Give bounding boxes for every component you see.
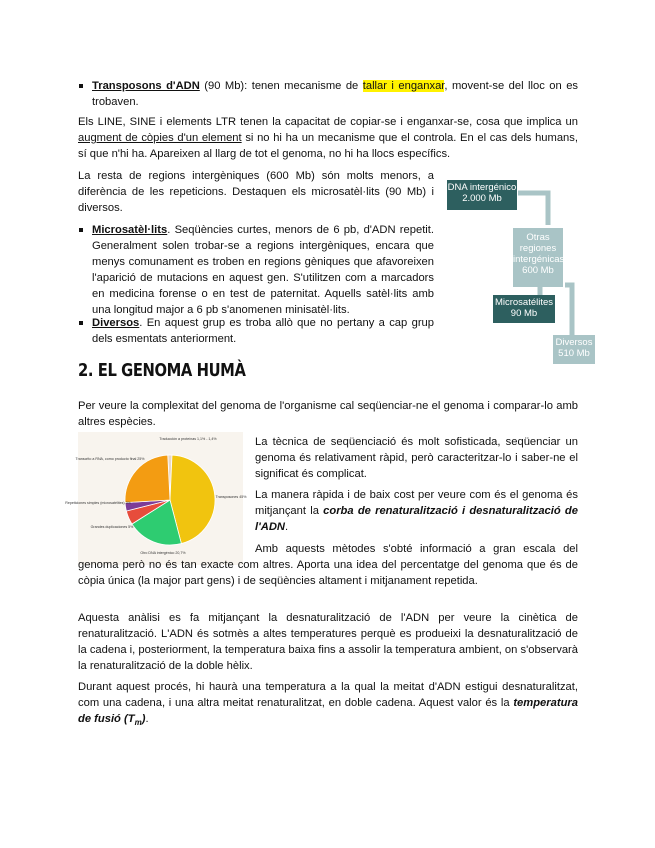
highlight-tallar: tallar i enganxar <box>362 80 445 92</box>
box-microsatellites: Microsatélites 90 Mb <box>493 295 555 323</box>
term-transposons: Transposons d'ADN <box>92 80 200 92</box>
section-heading: 2. EL GENOMA HUMÀ <box>78 360 246 381</box>
bullet-square-icon <box>79 84 83 88</box>
para-resta: La resta de regions intergèniques (600 Mb) són molts menors, a diferència de les repeticions. Destaquen els microsatèl·lits (90 Mb) i diversos. <box>78 170 434 214</box>
pie-label-0: Traducción a proteínas 1,1% - 1,4% <box>159 437 217 441</box>
tm-symbol: $T_m$ <box>127 713 142 728</box>
bullet-diversos: Diversos. En aquest grup es troba allò que no pertany a cap grup dels esmentats anteriorment. <box>92 315 434 347</box>
bullet-square-icon <box>79 321 83 325</box>
pie-label-1: Transcrito a RNA, como producto final 25% <box>75 457 145 461</box>
para-line-sine: Els LINE, SINE i elements LTR tenen la capacitat de copiar-se i enganxar-se, cosa que implica un augment de còpies d'un element si no hi ha un mecanisme que el controla. En el cas dels humans, sí que n'hi ha. Apareixen al llarg de tot el genoma, no hi ha llocs específics. <box>78 116 578 160</box>
bullet-square-icon <box>79 228 83 232</box>
emph-temperatura: temperatura de fusió ( <box>78 697 578 725</box>
term-diversos: Diversos <box>92 317 140 329</box>
term-microsatellits: Microsatèl·lits <box>92 224 168 236</box>
pie-label-2: Repeticiones simples (microsatélites) 3% <box>65 501 131 505</box>
para-durant: Durant aquest procés, hi haurà una temperatura a la qual la meitat d'ADN estigui desnaturalitzat, com una cadena, i una altra meitat renaturalitzat, en doble cadena. Aquest valor és la temperatura de fusió $(T_m)$. <box>78 681 578 728</box>
underline-augment: augment de còpies d'un element <box>78 132 242 144</box>
para-manera: La manera ràpida i de baix cost per veure com és el genoma és mitjançant la corba de renaturalització i desnaturalització de l'ADN. <box>255 489 578 533</box>
pie-label-3: Grandes duplicaciones 5% <box>90 525 134 529</box>
para-intro: Per veure la complexitat del genoma de l'organisme cal seqüenciar-ne el genoma i comparar-lo amb altres espècies. <box>78 400 578 428</box>
pie-label-5: Transposones 45% <box>215 495 247 499</box>
para-tecnica: La tècnica de seqüenciació és molt sofisticada, seqüenciar un genoma és relativament ràpid, però caracteritzar-lo i saber-ne el significat és complicat. <box>255 436 578 480</box>
para-amb: Amb aquests mètodes s'obté informació a gran escala del genoma però no és tan exacte com altres. Aporta una idea del percentatge del genoma que és de còpia única (la major part gens) i de seqüències altament i mitjanament repetida. <box>78 543 578 587</box>
box-dna-intergenic: DNA intergénico 2.000 Mb <box>447 180 517 210</box>
emph-corba: corba de renaturalització i desnaturalització de l'ADN <box>255 505 578 533</box>
para-analisi: Aquesta anàlisi es fa mitjançant la desnaturalització de l'ADN per veure la cinètica de renaturalització. L'ADN és sotmès a altes temperatures perquè es produeixi la desnaturalització de la cadena i, posteriorment, la temperatura baixa fins a assolir la temperatura ambient, on s'observarà la renaturalització de la doble hèlix. <box>78 612 578 672</box>
pie-slice-1 <box>125 455 170 503</box>
box-other-regions: Otras regiones intergénicas 600 Mb <box>513 228 563 287</box>
pie-label-4: Otro DNA intergénico 20,7% <box>140 551 186 555</box>
box-diversos: Diversos 510 Mb <box>553 335 595 364</box>
bullet-transposons: Transposons d'ADN (90 Mb): tenen mecanisme de tallar i enganxar, movent-se del lloc on es trobaven. <box>92 78 578 110</box>
bullet-microsatellits: Microsatèl·lits. Seqüències curtes, menors de 6 pb, d'ADN repetit. Generalment solen trobar-se a regions intergèniques, encara que menys comunament es troben en regions gèniques que afavoreixen l'aparició de mutacions en aquest gen. S'utilitzen com a marcadors en medicina forense o en test de paternitat. Aquells satèl·lits amb una longitud major a 6 pb s'anomenen minisatèl·lits. <box>92 222 434 318</box>
